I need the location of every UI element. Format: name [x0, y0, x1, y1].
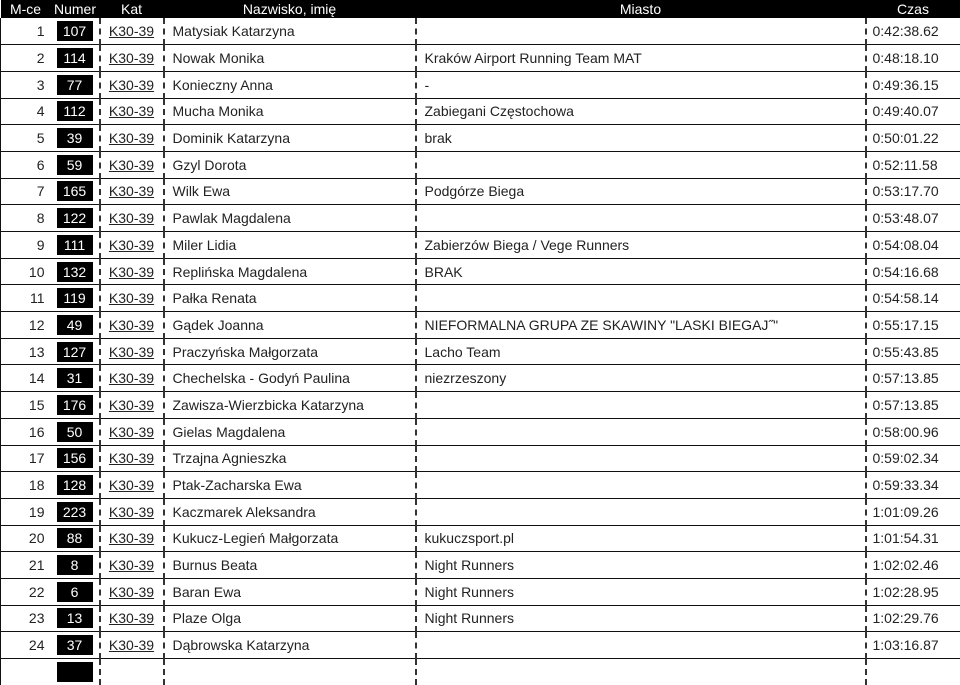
club-cell: Zabierzów Biega / Vege Runners [416, 232, 866, 259]
category-link[interactable]: K30-39 [109, 50, 154, 66]
table-row [1, 578, 960, 605]
bib-cell [51, 445, 100, 472]
category-link[interactable]: K30-39 [109, 290, 154, 306]
name-cell: Plaze Olga [164, 605, 416, 632]
category-link[interactable]: K30-39 [109, 397, 154, 413]
category-cell [100, 151, 164, 178]
table-row [1, 71, 960, 98]
bib-number: 77 [57, 75, 93, 95]
category-link[interactable]: K30-39 [109, 637, 154, 653]
place-cell: 12 [1, 312, 51, 339]
time-cell: 0:59:02.34 [866, 445, 960, 472]
club-cell [416, 285, 866, 312]
category-cell [100, 45, 164, 72]
category-link[interactable]: K30-39 [109, 344, 154, 360]
table-row [1, 392, 960, 419]
place-cell: 19 [1, 498, 51, 525]
bib-cell [51, 205, 100, 232]
category-link[interactable]: K30-39 [109, 610, 154, 626]
table-row [1, 125, 960, 152]
bib-number: 39 [57, 128, 93, 148]
name-cell: Gzyl Dorota [164, 151, 416, 178]
name-cell: Ptak-Zacharska Ewa [164, 472, 416, 499]
table-row [1, 498, 960, 525]
bib-cell [51, 125, 100, 152]
time-cell: 1:02:02.46 [866, 552, 960, 579]
category-cell [100, 365, 164, 392]
category-link[interactable]: K30-39 [109, 237, 154, 253]
bib-number: 13 [57, 608, 93, 628]
club-cell [416, 498, 866, 525]
time-cell: 0:50:01.22 [866, 125, 960, 152]
category-link[interactable]: K30-39 [109, 450, 154, 466]
name-cell [164, 659, 416, 685]
time-cell: 0:55:17.15 [866, 312, 960, 339]
table-row [1, 312, 960, 339]
club-cell [416, 632, 866, 659]
club-cell [416, 472, 866, 499]
bib-number: 176 [57, 395, 93, 415]
category-link[interactable]: K30-39 [109, 157, 154, 173]
time-cell: 0:52:11.58 [866, 151, 960, 178]
club-cell [416, 205, 866, 232]
category-cell [100, 125, 164, 152]
club-cell [416, 659, 866, 685]
place-cell: 5 [1, 125, 51, 152]
bib-cell [51, 392, 100, 419]
category-link[interactable]: K30-39 [109, 183, 154, 199]
name-cell: Miler Lidia [164, 232, 416, 259]
category-link[interactable]: K30-39 [109, 530, 154, 546]
time-cell: 0:59:33.34 [866, 472, 960, 499]
bib-number [57, 662, 93, 682]
place-cell [1, 659, 51, 685]
place-cell: 8 [1, 205, 51, 232]
bib-number: 223 [57, 502, 93, 522]
name-cell: Replińska Magdalena [164, 258, 416, 285]
name-cell: Kukucz-Legień Małgorzata [164, 525, 416, 552]
category-link[interactable]: K30-39 [109, 370, 154, 386]
place-cell: 4 [1, 98, 51, 125]
place-cell: 17 [1, 445, 51, 472]
table-row [1, 151, 960, 178]
table-row [1, 552, 960, 579]
bib-cell [51, 98, 100, 125]
bib-number: 6 [57, 582, 93, 602]
category-cell [100, 525, 164, 552]
bib-number: 156 [57, 448, 93, 468]
bib-cell [51, 45, 100, 72]
category-cell [100, 18, 164, 45]
table-row [1, 605, 960, 632]
time-cell: 0:54:08.04 [866, 232, 960, 259]
table-row [1, 418, 960, 445]
header-row [1, 0, 960, 18]
category-link[interactable]: K30-39 [109, 424, 154, 440]
table-row [1, 98, 960, 125]
bib-cell [51, 472, 100, 499]
header-name: Nazwisko, imię [164, 0, 416, 18]
name-cell: Baran Ewa [164, 578, 416, 605]
place-cell: 21 [1, 552, 51, 579]
bib-number: 37 [57, 635, 93, 655]
category-link[interactable]: K30-39 [109, 264, 154, 280]
table-row [1, 472, 960, 499]
category-cell [100, 312, 164, 339]
time-cell: 1:02:29.76 [866, 605, 960, 632]
category-cell [100, 659, 164, 685]
time-cell: 0:53:48.07 [866, 205, 960, 232]
name-cell: Zawisza-Wierzbicka Katarzyna [164, 392, 416, 419]
category-cell [100, 392, 164, 419]
header-numer: Numer [51, 0, 100, 18]
place-cell: 16 [1, 418, 51, 445]
name-cell: Dąbrowska Katarzyna [164, 632, 416, 659]
table-row [1, 525, 960, 552]
time-cell: 0:49:40.07 [866, 98, 960, 125]
category-link[interactable]: K30-39 [109, 477, 154, 493]
category-cell [100, 445, 164, 472]
club-cell: kukuczsport.pl [416, 525, 866, 552]
place-cell: 13 [1, 338, 51, 365]
club-cell [416, 18, 866, 45]
club-cell: Podgórze Biega [416, 178, 866, 205]
category-link[interactable]: K30-39 [109, 504, 154, 520]
bib-number: 8 [57, 555, 93, 575]
time-cell: 0:55:43.85 [866, 338, 960, 365]
category-link[interactable]: K30-39 [109, 77, 154, 93]
club-cell [416, 418, 866, 445]
club-cell: niezrzeszony [416, 365, 866, 392]
table-row [1, 285, 960, 312]
category-cell [100, 178, 164, 205]
bib-number: 49 [57, 315, 93, 335]
name-cell: Wilk Ewa [164, 178, 416, 205]
table-row [1, 445, 960, 472]
bib-cell [51, 258, 100, 285]
category-link[interactable]: K30-39 [109, 23, 154, 39]
place-cell: 10 [1, 258, 51, 285]
time-cell: 0:58:00.96 [866, 418, 960, 445]
bib-number: 119 [57, 288, 93, 308]
club-cell: Night Runners [416, 552, 866, 579]
bib-number: 132 [57, 262, 93, 282]
time-cell: 0:49:36.15 [866, 71, 960, 98]
header-mce: M-ce [1, 0, 51, 18]
club-cell: BRAK [416, 258, 866, 285]
time-cell: 0:54:58.14 [866, 285, 960, 312]
category-link[interactable]: K30-39 [109, 103, 154, 119]
table-row-partial [1, 659, 960, 685]
bib-cell [51, 418, 100, 445]
bib-cell [51, 365, 100, 392]
category-link[interactable]: K30-39 [109, 584, 154, 600]
bib-number: 114 [57, 48, 93, 68]
header-kat: Kat [100, 0, 164, 18]
name-cell: Pawlak Magdalena [164, 205, 416, 232]
time-cell: 0:42:38.62 [866, 18, 960, 45]
bib-number: 111 [57, 235, 93, 255]
place-cell: 2 [1, 45, 51, 72]
table-row [1, 18, 960, 45]
time-cell: 1:01:09.26 [866, 498, 960, 525]
name-cell: Nowak Monika [164, 45, 416, 72]
category-cell [100, 98, 164, 125]
bib-cell [51, 232, 100, 259]
bib-number: 165 [57, 181, 93, 201]
club-cell: Night Runners [416, 578, 866, 605]
table-row [1, 258, 960, 285]
bib-number: 88 [57, 528, 93, 548]
name-cell: Praczyńska Małgorzata [164, 338, 416, 365]
table-row [1, 338, 960, 365]
bib-cell [51, 312, 100, 339]
place-cell: 20 [1, 525, 51, 552]
category-cell [100, 418, 164, 445]
category-cell [100, 285, 164, 312]
category-cell [100, 632, 164, 659]
category-cell [100, 338, 164, 365]
bib-cell [51, 632, 100, 659]
club-cell [416, 445, 866, 472]
bib-cell [51, 151, 100, 178]
time-cell: 1:03:16.87 [866, 632, 960, 659]
place-cell: 14 [1, 365, 51, 392]
bib-number: 128 [57, 475, 93, 495]
category-cell [100, 71, 164, 98]
place-cell: 11 [1, 285, 51, 312]
club-cell: Kraków Airport Running Team MAT [416, 45, 866, 72]
place-cell: 18 [1, 472, 51, 499]
bib-cell [51, 552, 100, 579]
name-cell: Pałka Renata [164, 285, 416, 312]
bib-number: 127 [57, 342, 93, 362]
category-cell [100, 605, 164, 632]
category-link[interactable]: K30-39 [109, 210, 154, 226]
time-cell: 0:57:13.85 [866, 365, 960, 392]
table-row [1, 632, 960, 659]
category-link[interactable]: K30-39 [109, 130, 154, 146]
place-cell: 6 [1, 151, 51, 178]
place-cell: 9 [1, 232, 51, 259]
time-cell: 0:53:17.70 [866, 178, 960, 205]
club-cell: NIEFORMALNA GRUPA ZE SKAWINY "LASKI BIEGAJ˝" [416, 312, 866, 339]
category-link[interactable]: K30-39 [109, 317, 154, 333]
place-cell: 7 [1, 178, 51, 205]
header-czas: Czas [866, 0, 960, 18]
name-cell: Trzajna Agnieszka [164, 445, 416, 472]
club-cell: Lacho Team [416, 338, 866, 365]
category-cell [100, 205, 164, 232]
category-link[interactable]: K30-39 [109, 557, 154, 573]
name-cell: Kaczmarek Aleksandra [164, 498, 416, 525]
club-cell [416, 151, 866, 178]
bib-cell [51, 605, 100, 632]
place-cell: 15 [1, 392, 51, 419]
category-cell [100, 472, 164, 499]
club-cell: Zabiegani Częstochowa [416, 98, 866, 125]
category-cell [100, 552, 164, 579]
name-cell: Gądek Joanna [164, 312, 416, 339]
name-cell: Konieczny Anna [164, 71, 416, 98]
bib-number: 31 [57, 368, 93, 388]
bib-cell [51, 338, 100, 365]
bib-cell [51, 525, 100, 552]
bib-cell [51, 71, 100, 98]
place-cell: 22 [1, 578, 51, 605]
bib-cell [51, 659, 100, 685]
time-cell: 0:54:16.68 [866, 258, 960, 285]
table-row [1, 232, 960, 259]
name-cell: Gielas Magdalena [164, 418, 416, 445]
place-cell: 3 [1, 71, 51, 98]
bib-cell [51, 178, 100, 205]
bib-number: 122 [57, 208, 93, 228]
bib-number: 50 [57, 422, 93, 442]
name-cell: Dominik Katarzyna [164, 125, 416, 152]
name-cell: Burnus Beata [164, 552, 416, 579]
category-cell [100, 232, 164, 259]
place-cell: 1 [1, 18, 51, 45]
club-cell: brak [416, 125, 866, 152]
time-cell: 0:48:18.10 [866, 45, 960, 72]
time-cell [866, 659, 960, 685]
header-miasto: Miasto [416, 0, 866, 18]
club-cell: Night Runners [416, 605, 866, 632]
table-row [1, 365, 960, 392]
category-cell [100, 578, 164, 605]
club-cell [416, 392, 866, 419]
name-cell: Matysiak Katarzyna [164, 18, 416, 45]
place-cell: 24 [1, 632, 51, 659]
category-cell [100, 258, 164, 285]
table-row [1, 205, 960, 232]
name-cell: Chechelska - Godyń Paulina [164, 365, 416, 392]
time-cell: 1:02:28.95 [866, 578, 960, 605]
bib-number: 59 [57, 155, 93, 175]
time-cell: 0:57:13.85 [866, 392, 960, 419]
bib-number: 112 [57, 101, 93, 121]
bib-number: 107 [57, 21, 93, 41]
table-row [1, 45, 960, 72]
table-row [1, 178, 960, 205]
category-cell [100, 498, 164, 525]
bib-cell [51, 18, 100, 45]
place-cell: 23 [1, 605, 51, 632]
club-cell: - [416, 71, 866, 98]
bib-cell [51, 285, 100, 312]
name-cell: Mucha Monika [164, 98, 416, 125]
bib-cell [51, 498, 100, 525]
time-cell: 1:01:54.31 [866, 525, 960, 552]
bib-cell [51, 578, 100, 605]
